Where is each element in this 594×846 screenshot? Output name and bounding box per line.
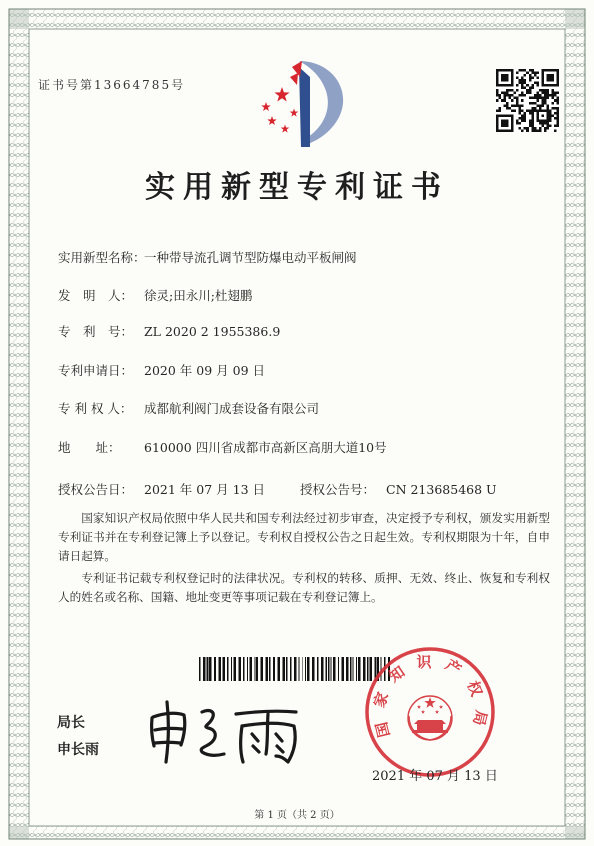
logo-star (274, 87, 289, 101)
field-label: 授权公告号： (300, 482, 376, 497)
seal-text-path: 国家知识产权局 (369, 653, 491, 740)
handwritten-signature (140, 696, 310, 768)
field-patent-number (58, 323, 280, 341)
field-value: 一种带导流孔调节型防爆电动平板闸阀 (144, 250, 357, 265)
official-seal (362, 644, 498, 780)
statement-paragraph: 专利证书记载专利权登记时的法律状况。专利权的转移、质押、无效、终止、恢复和专利权人的姓名或名称、国籍、地址变更等事项记载在专利登记簿上。 (58, 571, 550, 604)
signature-stroke (253, 746, 259, 752)
certificate-title: 实用新型专利证书 (145, 170, 449, 205)
signature-stroke (252, 734, 258, 741)
logo-star (261, 102, 271, 111)
emblem-star (439, 705, 443, 709)
emblem-gate-roof (414, 720, 446, 724)
signature-stroke (276, 734, 282, 741)
page-indicator: 第 1 页（共 2 页） (254, 810, 340, 821)
signature-stroke (201, 710, 224, 755)
field-label: 专利申请日： (58, 363, 134, 378)
logo-star (290, 109, 299, 117)
frame-corner (9, 9, 29, 29)
director-title: 局长 (57, 715, 85, 731)
logo-flag-stripe (290, 73, 298, 85)
emblem-star (417, 705, 421, 709)
field-label: 专 利 号： (58, 324, 134, 339)
frame-corner (565, 9, 585, 29)
field-label: 授权公告日： (58, 482, 134, 497)
field-grant-date (58, 481, 265, 499)
field-label: 专 利 权 人： (58, 401, 133, 416)
emblem-star (421, 710, 425, 714)
field-value: 2021 年 07 月 13 日 (144, 482, 265, 497)
emblem-gate-body (417, 724, 443, 730)
logo-star (267, 116, 277, 125)
field-utility-model-name (58, 249, 357, 267)
field-value: 610000 四川省成都市高新区高朋大道10号 (144, 440, 387, 455)
frame-corner (565, 826, 585, 839)
logo-star (281, 125, 290, 133)
signature-stroke (277, 746, 283, 752)
field-grant-number (300, 481, 497, 499)
field-value: 徐灵;田永川;杜翅鹏 (144, 288, 253, 303)
qr-code (496, 69, 559, 132)
field-value: ZL 2020 2 1955386.9 (144, 324, 281, 339)
field-patentee (58, 400, 319, 418)
field-address (58, 439, 387, 457)
emblem-star (435, 710, 439, 714)
statement-paragraph: 国家知识产权局依照中华人民共和国专利法经过初步审查，决定授予专利权，颁发实用新型专利证书并在专利登记簿上予以登记。专利权自授权公告之日起生效。专利权期限为十年，自申请日起算。 (58, 511, 550, 563)
logo-stem (299, 67, 310, 147)
emblem-gate-base (412, 730, 448, 733)
signature-stroke (236, 711, 296, 714)
signature-stroke (152, 718, 154, 746)
field-value: 成都航利阀门成套设备有限公司 (144, 401, 320, 416)
field-value: 2020 年 09 月 09 日 (144, 363, 265, 378)
signature-stroke (266, 714, 268, 754)
signature-stroke (241, 726, 243, 762)
signature-stroke (166, 702, 168, 762)
field-label: 发 明 人： (58, 288, 134, 303)
field-application-date (58, 362, 265, 380)
legal-statement (58, 509, 550, 610)
field-value: CN 213685468 U (386, 482, 497, 497)
cnipa-logo (252, 57, 352, 149)
director-name: 申长雨 (57, 742, 99, 758)
field-inventors (58, 287, 252, 305)
field-label: 地 址： (58, 440, 121, 455)
emblem-star (424, 697, 435, 708)
field-label: 实用新型名称： (58, 250, 146, 265)
frame-corner (9, 826, 29, 839)
issue-date: 2021 年 07 月 13 日 (372, 769, 498, 784)
certificate-number: 证书号第13664785号 (38, 78, 186, 92)
